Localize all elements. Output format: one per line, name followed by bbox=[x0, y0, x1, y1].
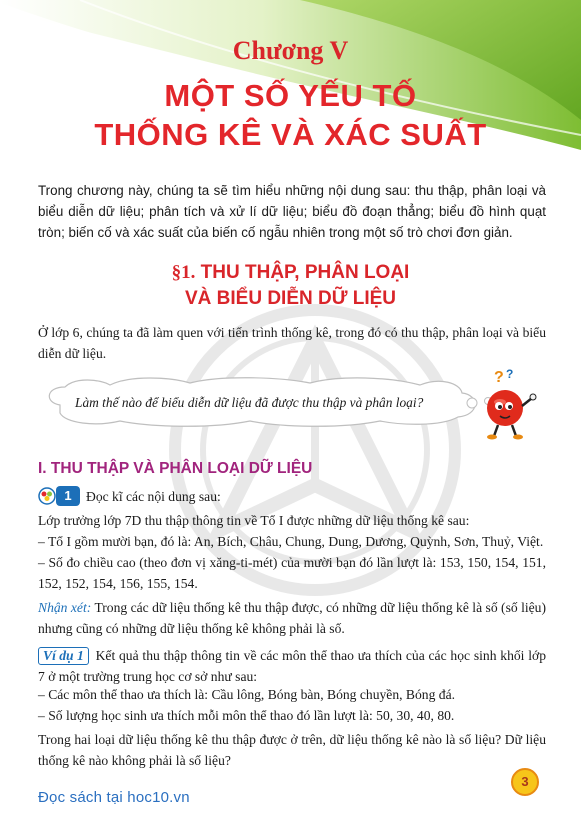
section-title-line1 bbox=[0, 262, 581, 284]
footer-link[interactable]: Đọc sách tại hoc10.vn bbox=[38, 789, 190, 806]
opening-paragraph: Ở lớp 6, chúng ta đã làm quen với tiến trình thống kê, trong đó có thu thập, phân loại và biểu diễn dữ liệu. bbox=[38, 325, 546, 361]
body-line1: Lớp trưởng lớp 7D thu thập thông tin về Tổ I được những dữ liệu thống kê sau: bbox=[38, 513, 470, 528]
activity-instruction: Đọc kĩ các nội dung sau: bbox=[86, 489, 221, 504]
chapter-intro: Trong chương này, chúng ta sẽ tìm hiểu những nội dung sau: thu thập, phân loại và biểu diễn dữ liệu; phân tích và xử lí dữ liệu; biểu đồ đoạn thẳng; biểu đồ hình quạt tròn; biến cố và xác suất của biến cố ngẫu nhiên trong một số trò chơi đơn giản. bbox=[38, 183, 546, 240]
mascot-character-icon bbox=[478, 368, 540, 440]
activity-icon bbox=[38, 487, 56, 505]
chapter-label: Chương V bbox=[232, 36, 349, 65]
heading-section-i: I. THU THẬP VÀ PHÂN LOẠI DỮ LIỆU bbox=[38, 460, 313, 477]
vi-du-text: Kết quả thu thập thông tin về các môn thể thao ưa thích của các học sinh khối lớp 7 ở một trường trung học cơ sở như sau: bbox=[38, 648, 547, 684]
vi-du-item1: – Các môn thể thao ưa thích là: Cầu lông, Bóng bàn, Bóng chuyền, Bóng đá. bbox=[38, 687, 455, 702]
question-text: Làm thế nào để biểu diễn dữ liệu đã được thu thập và phân loại? bbox=[75, 395, 424, 410]
vi-du-item2: – Số lượng học sinh ưa thích mỗi môn thể thao đó lần lượt là: 50, 30, 40, 80. bbox=[38, 708, 455, 723]
chapter-title-line2: THỐNG KÊ VÀ XÁC SUẤT bbox=[94, 117, 487, 152]
section-number: §1. bbox=[171, 262, 196, 283]
nhan-xet-label: Nhận xét: bbox=[38, 600, 92, 615]
section-title-line2: VÀ BIỂU DIỄN DỮ LIỆU bbox=[184, 288, 397, 309]
body-line2: – Tổ I gồm mười bạn, đó là: An, Bích, Châu, Chung, Dung, Dương, Quỳnh, Sơn, Thuỷ, Việt. bbox=[38, 534, 544, 549]
nhan-xet-text: Trong các dữ liệu thống kê thu thập được, có những dữ liệu thống kê là số (số liệu) nhưng cũng có những dữ liệu thống kê không phải là số. bbox=[38, 600, 546, 636]
closing-question: Trong hai loại dữ liệu thống kê thu thập được ở trên, dữ liệu thống kê nào là số liệu? Dữ liệu thống kê nào không phải là số liệu? bbox=[38, 732, 546, 768]
vi-du-label: Ví dụ 1 bbox=[38, 647, 89, 665]
mascot-question-mark-small: ? bbox=[506, 368, 514, 381]
section-title-text1: THU THẬP, PHÂN LOẠI bbox=[200, 262, 410, 283]
page-number: 3 bbox=[511, 768, 539, 796]
body-line3: – Số đo chiều cao (theo đơn vị xăng-ti-mét) của mười bạn đó lần lượt là: 153, 150, 154, 151, 152, 152, 154, 156, 155, 154. bbox=[38, 555, 546, 591]
activity-number-badge: 1 bbox=[56, 486, 80, 506]
nhan-xet-paragraph bbox=[38, 597, 546, 639]
chapter-title-line1: MỘT SỐ YẾU TỐ bbox=[164, 78, 417, 113]
vi-du-paragraph bbox=[38, 645, 546, 687]
mascot-question-mark: ? bbox=[494, 369, 504, 386]
